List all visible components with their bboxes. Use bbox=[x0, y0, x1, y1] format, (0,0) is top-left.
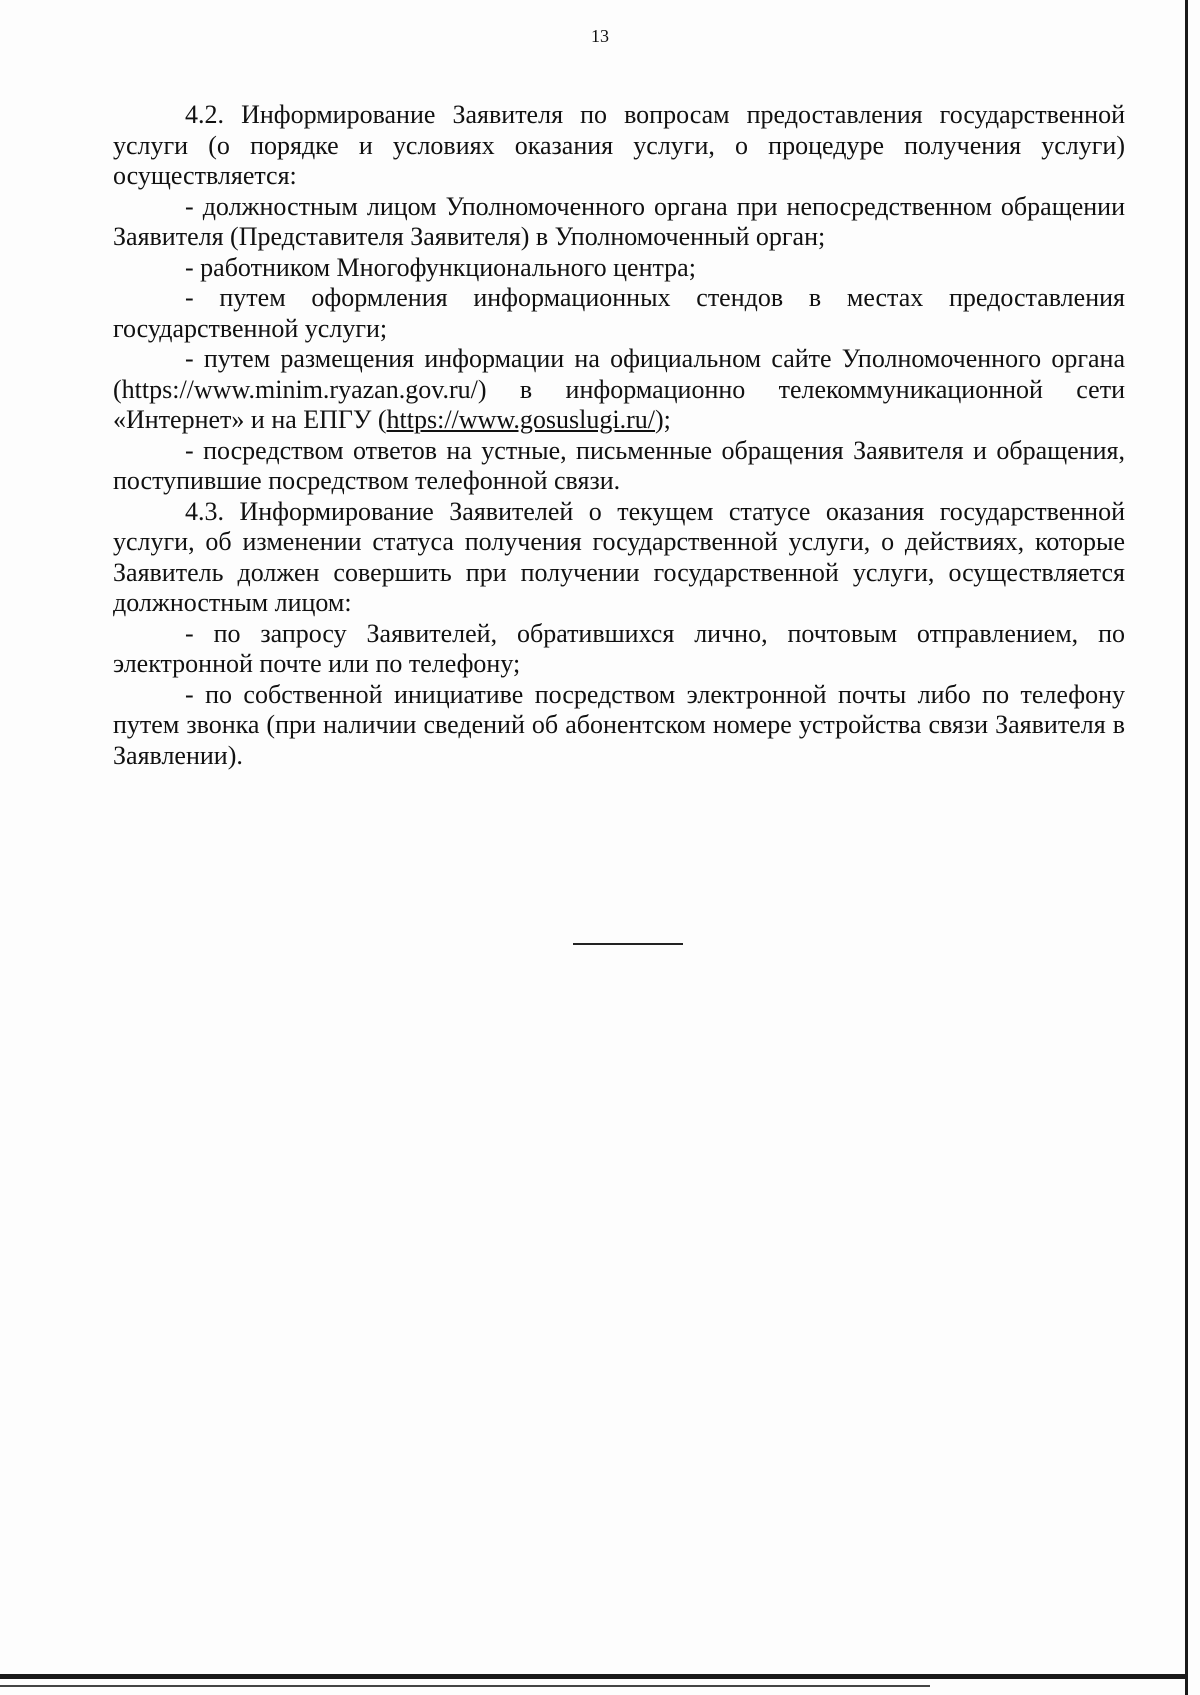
list-item-info-stands: - путем оформления информационных стендов в местах предоставления государственной услуги; bbox=[113, 283, 1125, 343]
website-text-before: - путем размещения информации на официальном сайте Уполномоченного органа (https://www.minim.ryazan.gov.ru/) в информационно телекоммуникационной сети «Интернет» и на ЕПГУ ( bbox=[113, 344, 1125, 434]
list-item-official: - должностным лицом Уполномоченного органа при непосредственном обращении Заявителя (Представителя Заявителя) в Уполномоченный орган; bbox=[113, 191, 1125, 251]
list-item-website bbox=[113, 344, 1125, 436]
gosuslugi-link[interactable]: https://www.gosuslugi.ru/ bbox=[386, 405, 655, 434]
paragraph-4-3: 4.3. Информирование Заявителей о текущем статусе оказания государственной услуги, об изменении статуса получения государственной услуги, о действиях, которые Заявитель должен совершить при получении государственной услуги, осуществляется должностным лицом: bbox=[113, 496, 1125, 617]
website-text-after: ); bbox=[655, 405, 671, 434]
scan-edge-right bbox=[1185, 0, 1188, 1695]
scan-edge-bottom-thin bbox=[0, 1685, 930, 1687]
document-body bbox=[113, 100, 1125, 771]
list-item-own-initiative: - по собственной инициативе посредством электронной почты либо по телефону путем звонка (при наличии сведений об абонентском номере устройства связи Заявителя в Заявлении). bbox=[113, 679, 1125, 770]
list-item-on-request: - по запросу Заявителей, обратившихся лично, почтовым отправлением, по электронной почте или по телефону; bbox=[113, 618, 1125, 678]
list-item-responses: - посредством ответов на устные, письменные обращения Заявителя и обращения, поступившие посредством телефонной связи. bbox=[113, 435, 1125, 495]
paragraph-4-2: 4.2. Информирование Заявителя по вопросам предоставления государственной услуги (о порядке и условиях оказания услуги, о процедуре получения услуги) осуществляется: bbox=[113, 100, 1125, 190]
page-number: 13 bbox=[591, 26, 609, 46]
list-item-mfc-worker: - работником Многофункционального центра; bbox=[185, 252, 696, 282]
end-separator-line bbox=[573, 943, 683, 945]
scan-edge-bottom bbox=[0, 1674, 1188, 1679]
